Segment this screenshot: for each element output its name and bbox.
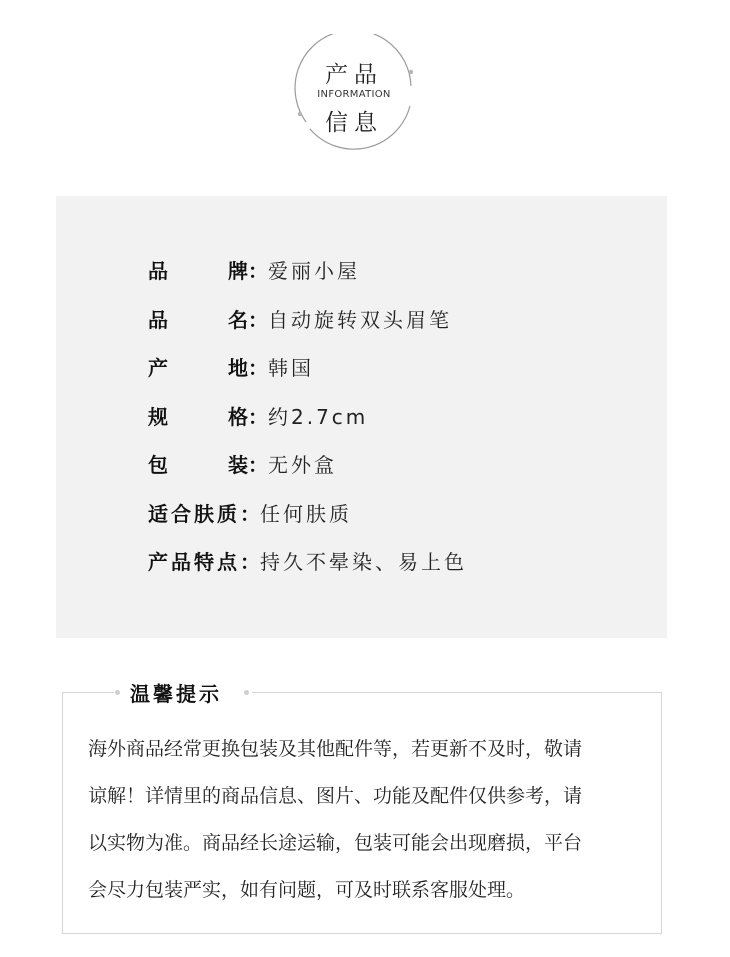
- info-row-package: [148, 448, 337, 478]
- info-label: 产 地: [148, 355, 248, 380]
- info-row-spec: [148, 400, 368, 430]
- info-label: 品 名: [148, 307, 248, 332]
- info-label: 品 牌: [148, 258, 248, 283]
- info-label: 包 装: [148, 452, 248, 477]
- info-row-brand: [148, 254, 360, 284]
- info-label: 适合肤质: [148, 501, 240, 526]
- info-label: 产品特点: [148, 549, 240, 574]
- info-value: 约2.7cm: [268, 404, 369, 429]
- notice-title: 温馨提示: [130, 682, 222, 706]
- info-value: 爱丽小屋: [268, 258, 360, 283]
- info-label: 规 格: [148, 404, 248, 429]
- info-value: 自动旋转双头眉笔: [268, 307, 452, 332]
- info-value: 持久不晕染、易上色: [260, 549, 467, 574]
- notice-line: 海外商品经常更换包装及其他配件等，若更新不及时，敬请: [88, 738, 583, 760]
- badge-subtitle: INFORMATION: [317, 89, 391, 100]
- product-info-panel: [56, 196, 667, 638]
- info-row-skin-type: [148, 497, 352, 527]
- info-colon: ：: [240, 501, 260, 526]
- notice-line: 以实物为准。商品经长途运输，包装可能会出现磨损，平台: [88, 832, 583, 854]
- info-colon: ：: [248, 452, 268, 477]
- notice-line: 谅解！详情里的商品信息、图片、功能及配件仅供参考，请: [88, 785, 583, 807]
- info-row-origin: [148, 351, 314, 381]
- info-value: 任何肤质: [260, 501, 352, 526]
- info-row-features: [148, 545, 467, 575]
- info-colon: ：: [248, 355, 268, 380]
- badge-title-top: 产品: [325, 62, 383, 88]
- info-colon: ：: [240, 549, 260, 574]
- badge-title-bottom: 信息: [325, 110, 383, 136]
- info-value: 无外盒: [268, 452, 337, 477]
- info-value: 韩国: [268, 355, 314, 380]
- info-row-name: [148, 303, 452, 333]
- info-badge: [294, 34, 414, 154]
- info-colon: ：: [248, 258, 268, 283]
- notice-line: 会尽力包装严实，如有问题，可及时联系客服处理。: [88, 879, 526, 901]
- info-colon: ：: [248, 307, 268, 332]
- info-colon: ：: [248, 404, 268, 429]
